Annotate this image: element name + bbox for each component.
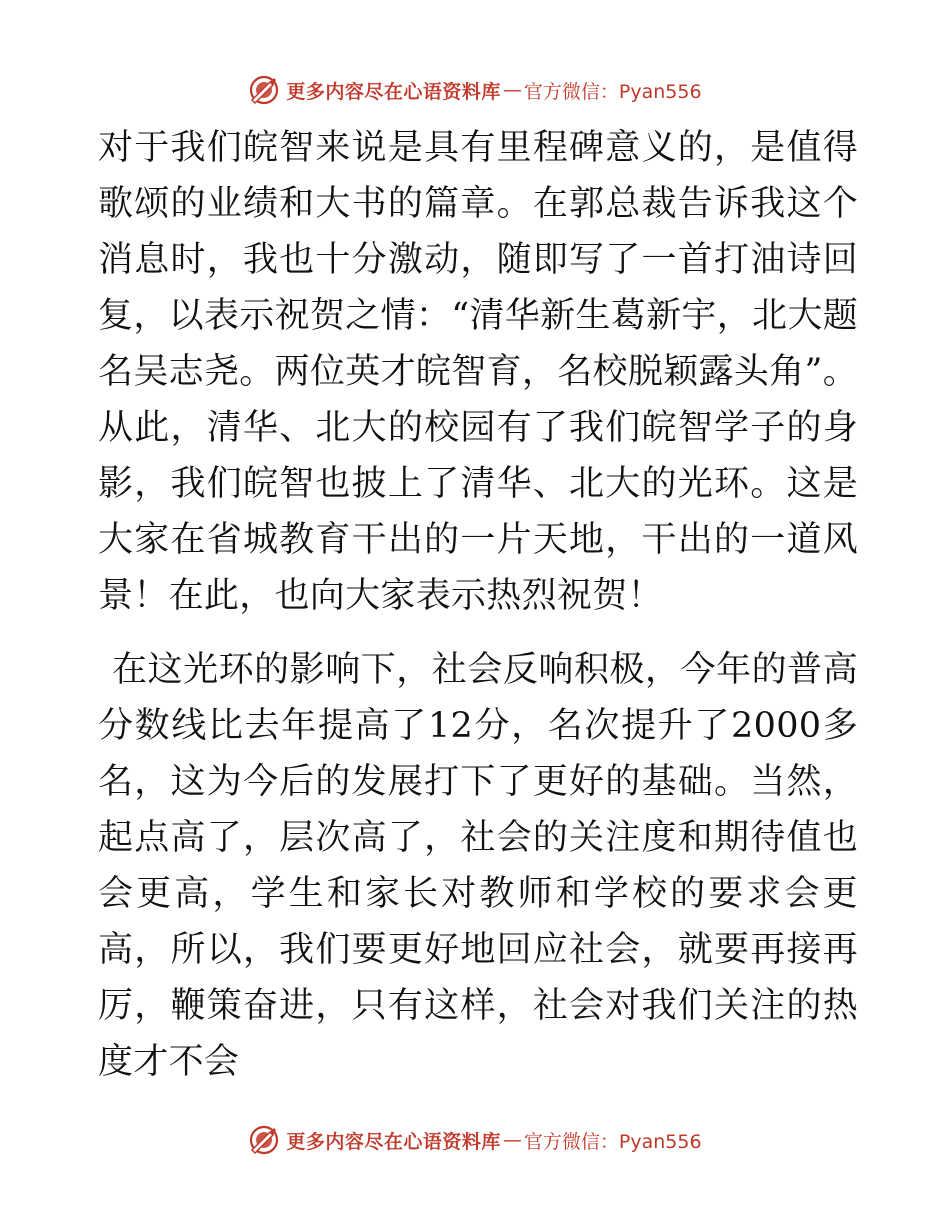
document-body — [98, 120, 858, 1090]
banner-contact-text: 官方微信：Pyan556 — [523, 1130, 702, 1153]
pen-circle-logo-icon — [248, 74, 280, 106]
body-paragraph-2: 在这光环的影响下，社会反响积极，今年的普高分数线比去年提高了12分，名次提升了2000多名，这为今后的发展打下了更好的基础。当然，起点高了，层次高了，社会的关注度和期待值也会更高，学生和家长对教师和学校的要求会更高，所以，我们要更好地回应社会，就要再接再厉，鞭策奋进，只有这样，社会对我们关注的热度才不会 — [98, 650, 858, 1082]
header-banner — [0, 70, 950, 110]
banner-contact-text: 官方微信：Pyan556 — [523, 80, 702, 103]
banner-brand-text: 更多内容尽在心语资料库 — [286, 1130, 501, 1153]
banner-brand-text: 更多内容尽在心语资料库 — [286, 80, 501, 103]
banner-separator: — — [502, 1129, 522, 1151]
body-paragraph-1: 对于我们皖智来说是具有里程碑意义的，是值得歌颂的业绩和大书的篇章。在郭总裁告诉我这个消息时，我也十分激动，随即写了一首打油诗回复，以表示祝贺之情：“清华新生葛新宇，北大题名吴志尧。两位英才皖智育，名校脱颖露头角”。从此，清华、北大的校园有了我们皖智学子的身影，我们皖智也披上了清华、北大的光环。这是大家在省城教育干出的一片天地，干出的一道风景！在此，也向大家表示热烈祝贺！ — [98, 128, 858, 616]
banner-separator: — — [502, 79, 522, 101]
footer-banner — [0, 1120, 950, 1160]
pen-circle-logo-icon — [248, 1124, 280, 1156]
